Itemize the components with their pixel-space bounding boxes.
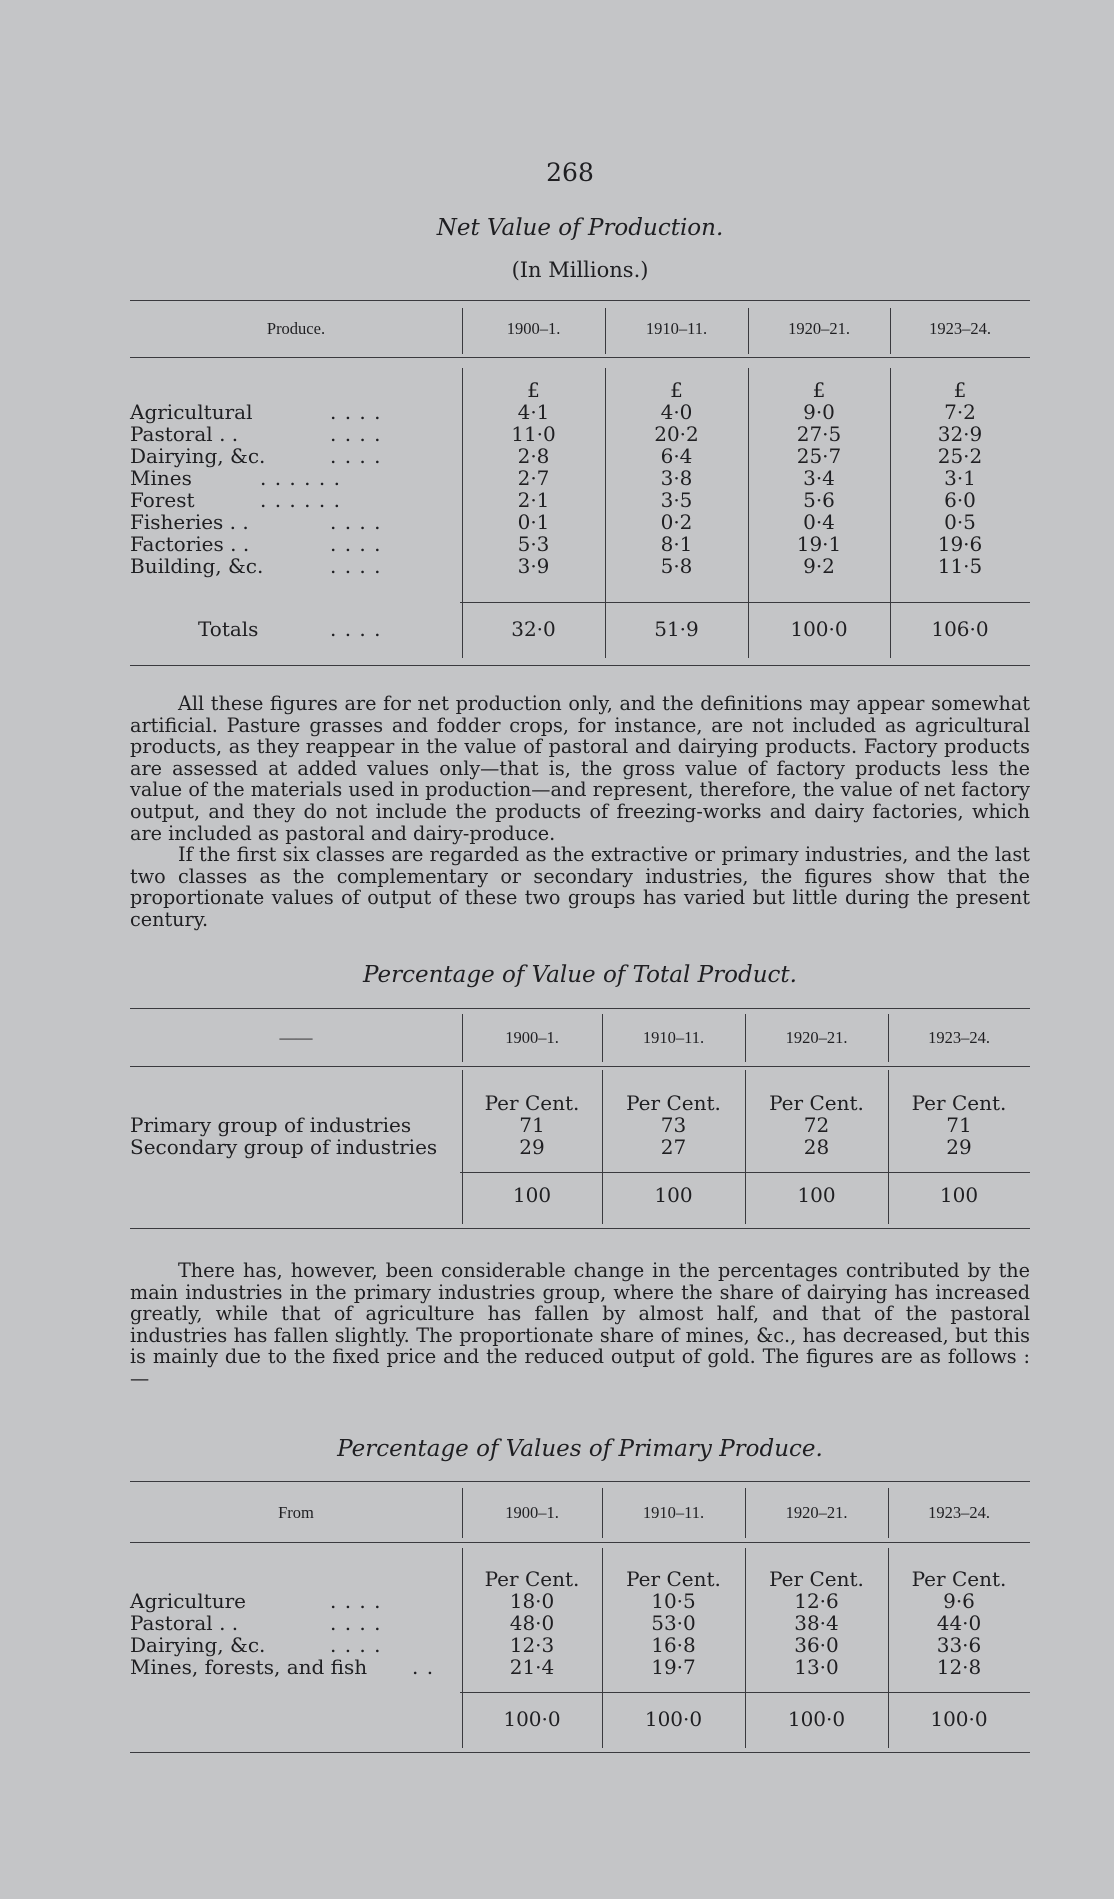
- table1-title: Net Value of Production.: [436, 215, 724, 241]
- table2-title: Percentage of Value of Total Product.: [363, 962, 797, 988]
- column-header-1923: 1923–24.: [928, 1028, 990, 1047]
- page-number: 268: [546, 158, 594, 187]
- column-header-1900: 1900–1.: [506, 319, 561, 338]
- paragraph: All these figures are for net production only, and the definitions may appear somewhat artificial. Pasture grasses and fodder crops, for instance, are not included as agricultural products, as they reappear in the value of pastoral and dairying products. Factory products are assessed at added values only—that is, the gross value of factory products less the value of the materials used in production—and represent, therefore, the value of net factory output, and they do not include the products of freezing-works and dairy factories, which are included as pastoral and dairy-produce.: [130, 692, 1030, 845]
- column-header-1920: 1920–21.: [785, 1503, 848, 1522]
- column-header-1920: 1920–21.: [788, 319, 850, 338]
- column-header-1910: 1910–11.: [645, 319, 708, 338]
- column-header-from: From: [278, 1503, 314, 1522]
- table3-title: Percentage of Values of Primary Produce.: [337, 1436, 823, 1462]
- table1-subtitle: (In Millions.): [511, 258, 649, 282]
- column-header-produce: Produce.: [266, 319, 326, 338]
- column-header-blank: ——: [279, 1028, 313, 1047]
- column-header-1910: 1910–11.: [642, 1503, 705, 1522]
- paragraph-block-1: [130, 693, 1030, 931]
- column-header-1900: 1900–1.: [505, 1028, 559, 1047]
- paragraph: If the first six classes are regarded as the extractive or primary industries, and the last two classes as the complementary or secondary industries, the figures show that the proportionate values of output of these two groups has varied but little during the present century.: [130, 843, 1030, 931]
- column-header-1923: 1923–24.: [929, 319, 991, 338]
- column-header-1910: 1910–11.: [642, 1028, 705, 1047]
- document-page: 268 Net Value of Production. (In Millions.) Produce. 1900–1. 1910–11. 1920–21. 1923–24. £ £ £ £ Agricultural . . . . 4·1 4·0 9·0 7·2 Pastoral . . . . . . 11·0 20·2 27·5 32·9 Dairying, &c. . . . . 2·8 6·4 25·7 25·2 Mines . . . . . . 2·7 3·8 3·4 3·1 Forest . . . . . . 2·1 3·5 5·6 6·0 Fisheries . . . . . . 0·1 0·2 0·4 0·5 Factories . . . . . . 5·3 8·1 19·1 19·6 Building, &c. . . . . 3·9 5·8 9·2 11·5 Totals . . . . 32·0 51·9 100·0 106·0 All these figures are for net production only, and the definitions may appear somewhat artificial. Pasture grasses and fodder crops, for instance, are not included as agricultural products, as they reappear in the value of pastoral and dairying products. Factory products are assessed at added values only—that is, the gross value of factory products less the value of the materials used in production—and represent, therefore, the value of net factory output, and they do not include the products of freezing-works and dairy factories, which are included as pastoral and dairy-produce. If the first six classes are regarded as the extractive or primary industries, and the last two classes as the complementary or secondary industries, the figures show that the proportionate values of output of these two groups has varied but little during the present century. Percentage of Value of Total Product. —— 1900–1. 1910–11. 1920–21. 1923–24. Per Cent. Per Cent. Per Cent. Per Cent. Primary group of industries 71 73 72 71 Secondary group of industries 29 27 28 29 100 100 100 100 There has, however, been considerable change in the percentages contributed by the main industries in the primary industries group, where the share of dairying has increased greatly, while that of agriculture has fallen by almost half, and that of the pastoral industries has fallen slightly. The proportionate share of mines, &c., has decreased, but this is mainly due to the fixed price and the reduced output of gold. The figures are as follows :— Percentage of Values of Primary Produce. From 1900–1. 1910–11. 1920–21. 1923–24. Per Cent. Per Cent. Per Cent. Per Cent. Agriculture . . . . 18·0 10·5 12·6 9·6 Pastoral . . . . . . 48·0 53·0 38·4 44·0 Dairying, &c. . . . . 12·3 16·8 36·0 33·6 Mines, forests, and fish . . 21·4 19·7 13·0 12·8 100·0 100·0 100·0 100·0: [0, 0, 1114, 1899]
- paragraph: There has, however, been considerable change in the percentages contributed by the main industries in the primary industries group, where the share of dairying has increased greatly, while that of agriculture has fallen by almost half, and that of the pastoral industries has fallen slightly. The proportionate share of mines, &c., has decreased, but this is mainly due to the fixed price and the reduced output of gold. The figures are as follows :—: [130, 1259, 1030, 1390]
- column-header-1900: 1900–1.: [505, 1503, 559, 1522]
- paragraph-block-2: [130, 1260, 1030, 1390]
- column-header-1920: 1920–21.: [785, 1028, 848, 1047]
- column-header-1923: 1923–24.: [928, 1503, 990, 1522]
